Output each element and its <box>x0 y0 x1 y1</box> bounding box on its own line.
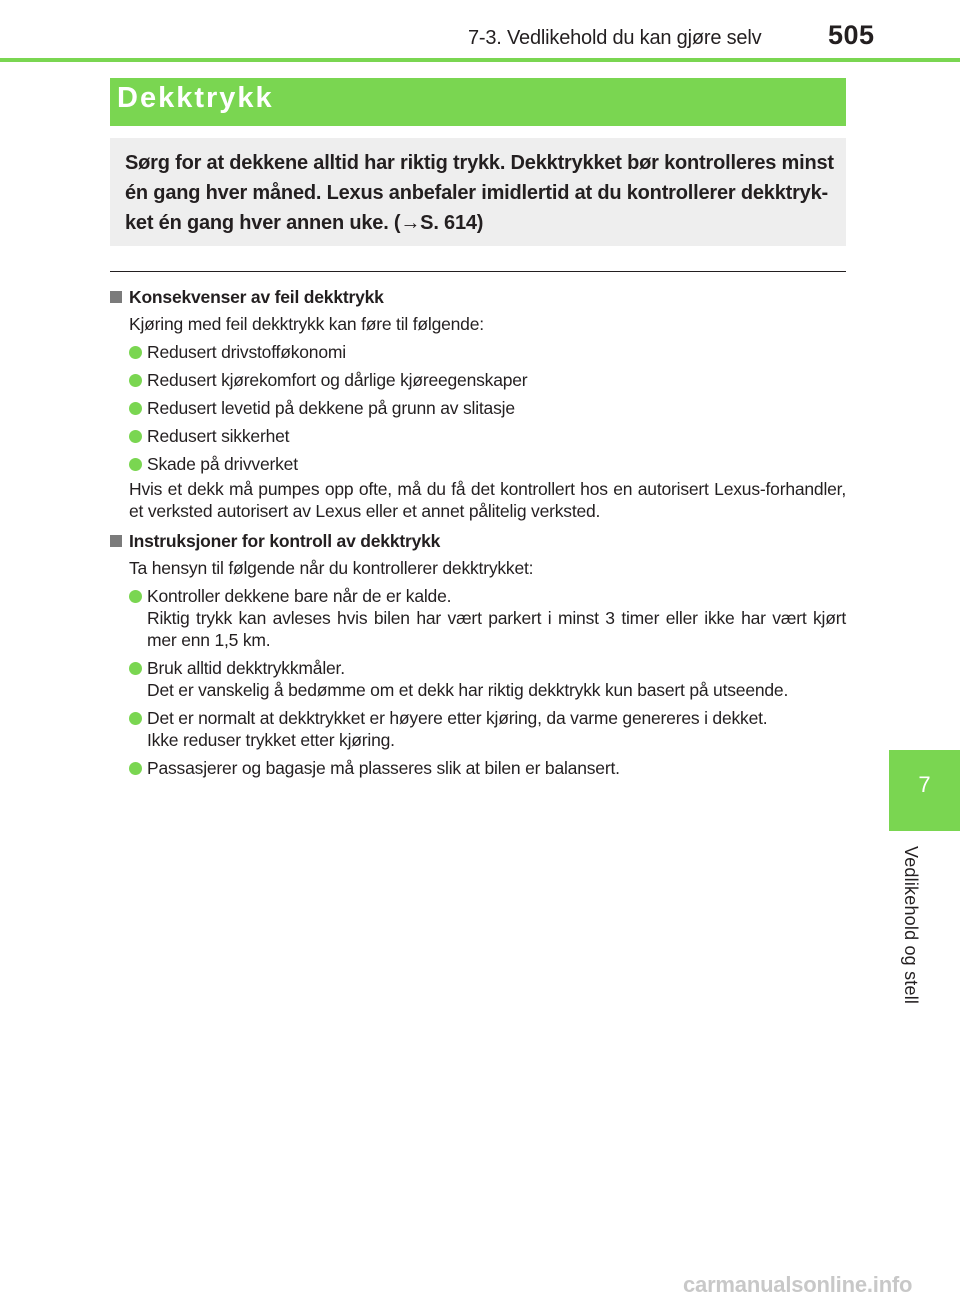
section-title-bar <box>110 78 846 126</box>
round-bullet-icon <box>129 430 142 443</box>
list-item-text: Redusert kjørekomfort og dårlige kjøreegenskaper <box>147 370 528 390</box>
closing-paragraph: Hvis et dekk må pumpes opp ofte, må du få det kontrollert hos en autorisert Lexus-forhandler, et verksted autorisert av Lexus eller et annet pålitelig verksted. <box>129 479 846 521</box>
chapter-label: Vedlikehold og stell <box>901 846 921 1005</box>
intro-box <box>110 138 846 246</box>
list-item-detail: Det er vanskelig å bedømme om et dekk har riktig dekktrykk kun basert på utseende. <box>147 680 789 700</box>
list-item <box>129 397 846 419</box>
list-item-text: Redusert sikkerhet <box>147 426 290 446</box>
intro-text: Sørg for at dekkene alltid har riktig trykk. Dekktrykket bør kontrolleres minst én gang hver måned. Lexus anbefaler imidlertid at du kontrollerer dekktrykket én gang hver annen uke. (→S. 614) <box>125 152 834 234</box>
list-item-detail: Riktig trykk kan avleses hvis bilen har vært parkert i minst 3 timer eller ikke har vært kjørt mer enn 1,5 km. <box>147 608 846 650</box>
chapter-tab <box>889 750 960 831</box>
list-item-text: Redusert levetid på dekkene på grunn av slitasje <box>147 398 515 418</box>
header-rule <box>0 58 960 62</box>
lead-paragraph: Kjøring med feil dekktrykk kan føre til følgende: <box>129 314 484 334</box>
chapter-number: 7 <box>918 772 931 797</box>
heading-text: Instruksjoner for kontroll av dekktrykk <box>129 530 441 551</box>
running-header-section: 7-3. Vedlikehold du kan gjøre selv <box>468 27 762 49</box>
list-item-text: Skade på drivverket <box>147 454 298 474</box>
list-item <box>129 453 846 475</box>
list-item-title: Bruk alltid dekktrykkmåler. <box>147 658 345 678</box>
heading-instructions <box>110 528 846 554</box>
round-bullet-icon <box>129 762 142 775</box>
list-item-detail: Ikke reduser trykket etter kjøring. <box>147 730 395 750</box>
list-item-text: Redusert drivstofføkonomi <box>147 342 346 362</box>
list-item-title: Passasjerer og bagasje må plasseres slik at bilen er balansert. <box>147 758 620 778</box>
list-item <box>129 341 846 363</box>
heading-text: Konsekvenser av feil dekktrykk <box>129 286 384 307</box>
list-item <box>129 707 846 751</box>
list-item <box>129 425 846 447</box>
round-bullet-icon <box>129 712 142 725</box>
list-item <box>129 757 846 779</box>
round-bullet-icon <box>129 346 142 359</box>
round-bullet-icon <box>129 402 142 415</box>
main-content <box>110 284 846 779</box>
round-bullet-icon <box>129 662 142 675</box>
list-item <box>129 657 846 701</box>
section-divider <box>110 271 846 272</box>
list-item <box>129 369 846 391</box>
heading-consequences <box>110 284 846 310</box>
round-bullet-icon <box>129 374 142 387</box>
round-bullet-icon <box>129 458 142 471</box>
list-item <box>129 585 846 651</box>
list-item-title: Kontroller dekkene bare når de er kalde. <box>147 586 452 606</box>
square-bullet-icon <box>110 535 122 547</box>
page-number: 505 <box>828 20 875 50</box>
round-bullet-icon <box>129 590 142 603</box>
watermark: carmanualsonline.info <box>683 1272 913 1297</box>
lead-paragraph: Ta hensyn til følgende når du kontrollerer dekktrykket: <box>129 558 534 578</box>
list-item-title: Det er normalt at dekktrykket er høyere etter kjøring, da varme genereres i dekket. <box>147 708 768 728</box>
page-title: Dekktrykk <box>117 82 274 114</box>
square-bullet-icon <box>110 291 122 303</box>
